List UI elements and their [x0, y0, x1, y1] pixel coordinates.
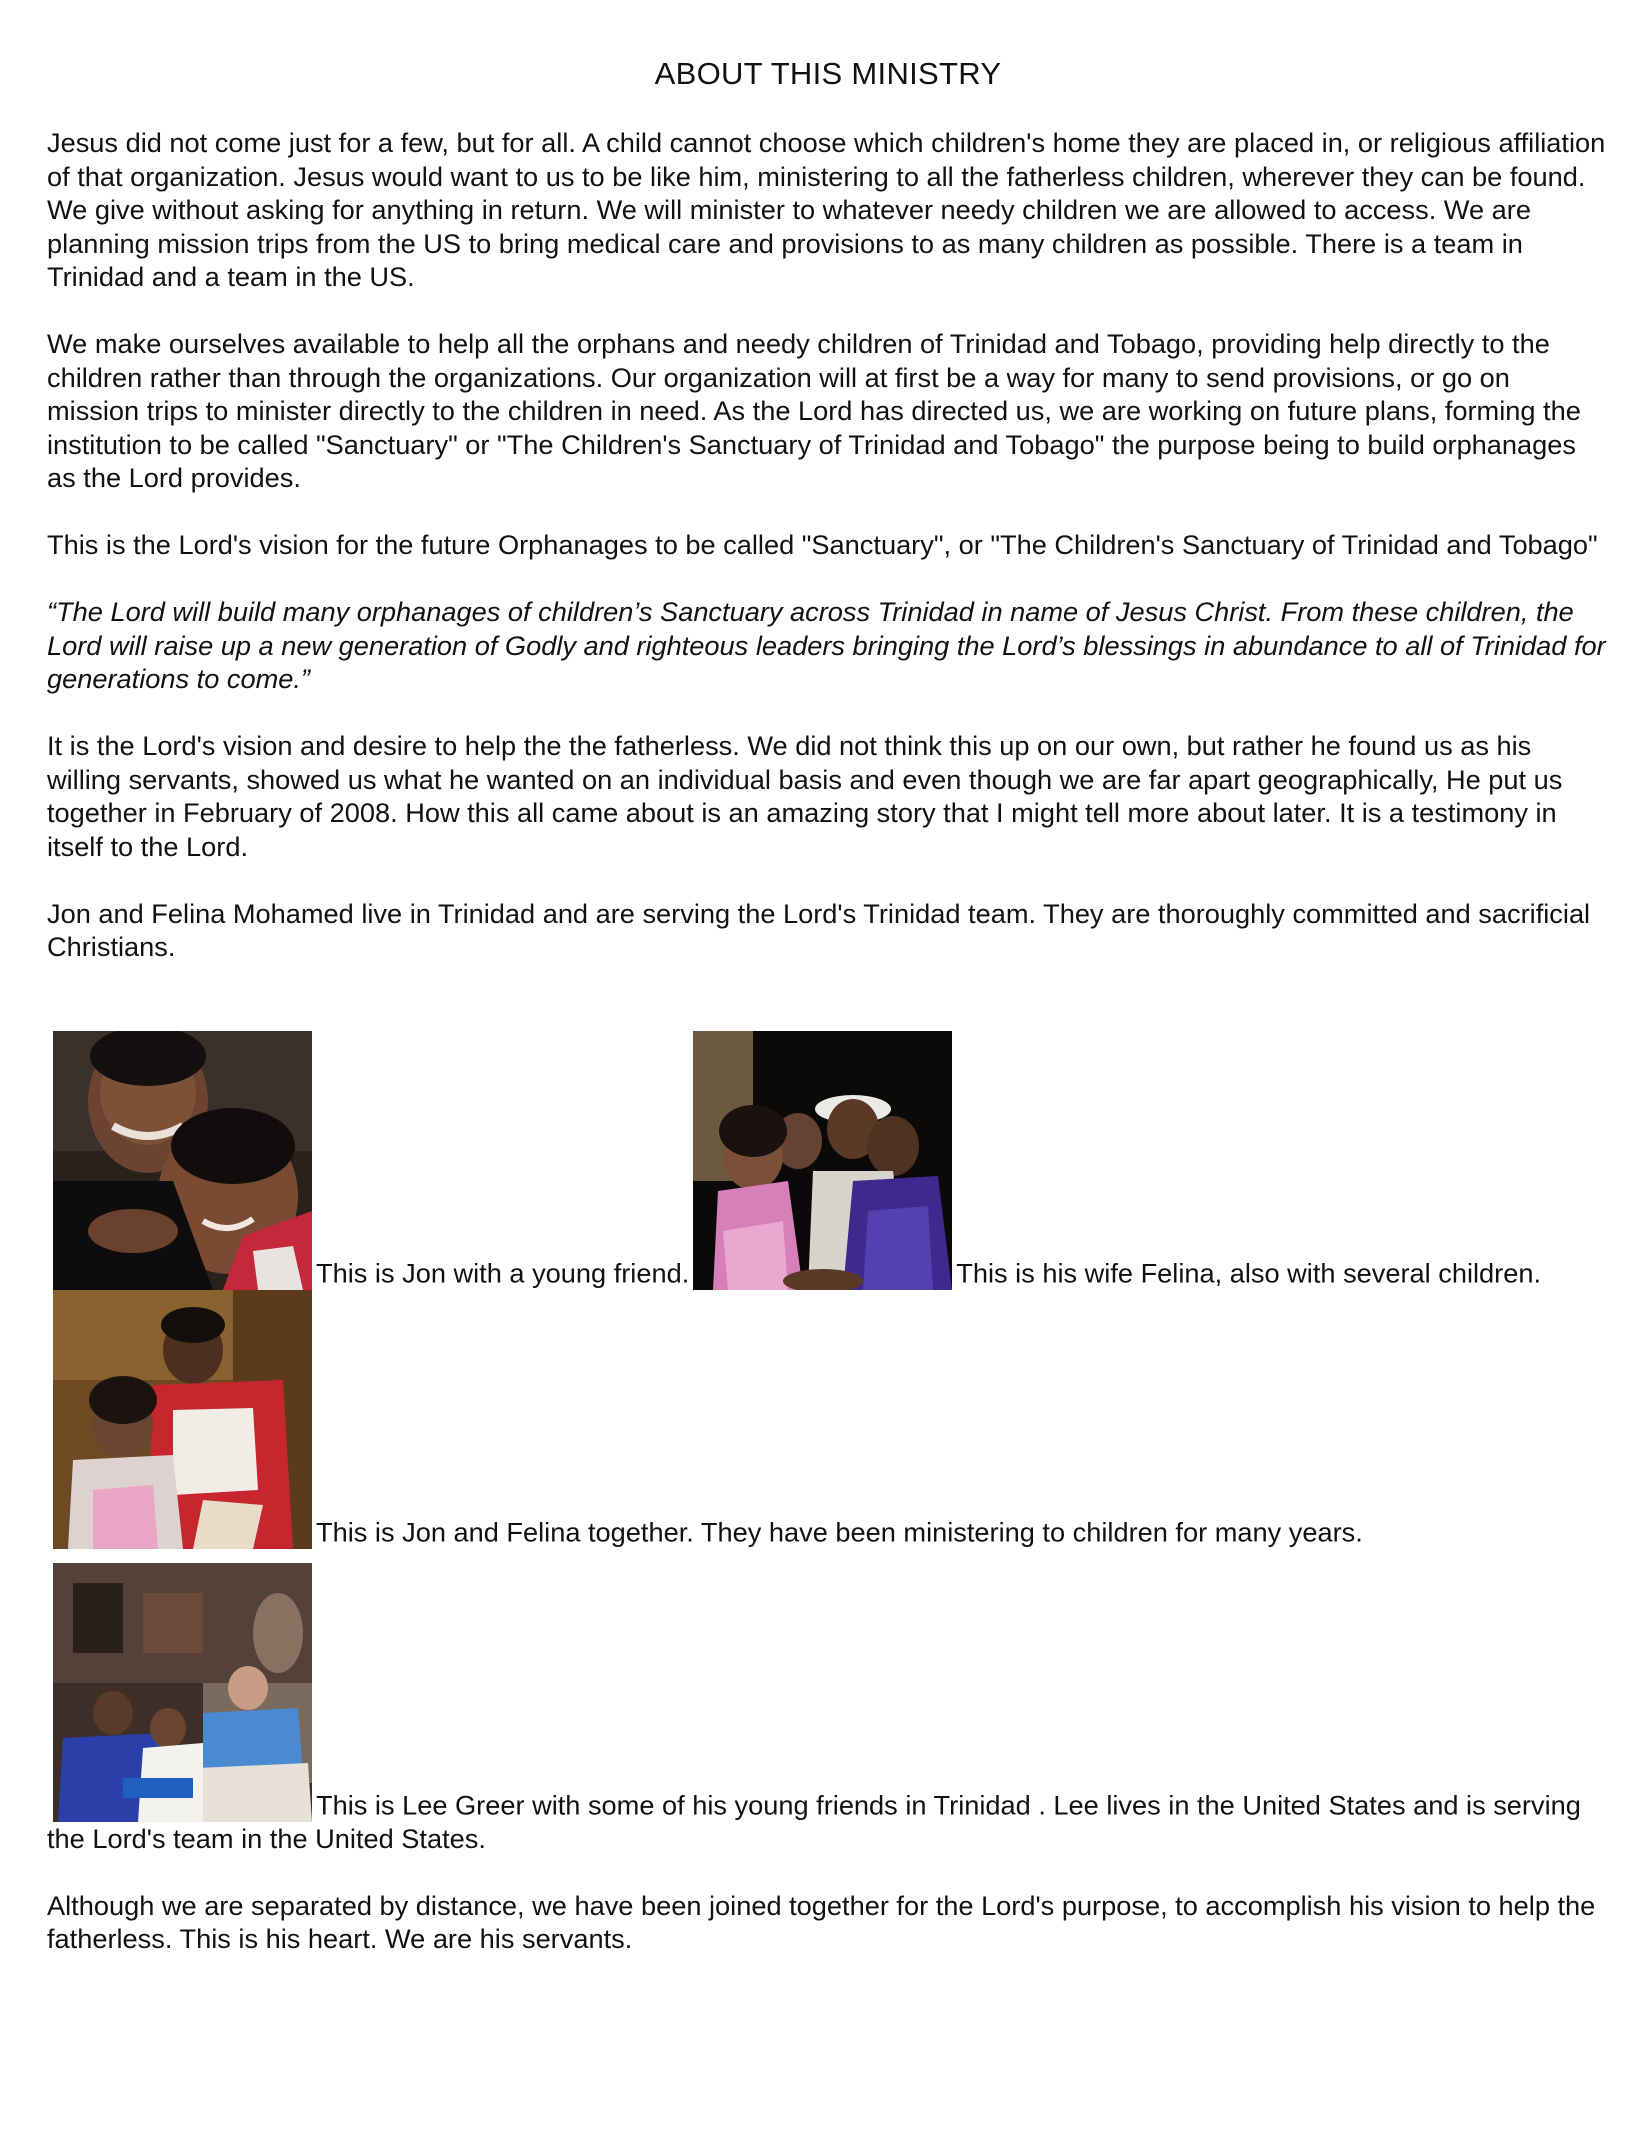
- photo-felina-with-children: [693, 1031, 952, 1290]
- spacer: [47, 1549, 1609, 1563]
- photo-section: [47, 1031, 1609, 1856]
- page-title: ABOUT THIS MINISTRY: [654, 56, 1002, 91]
- caption-felina: This is his wife Felina, also with several children.: [956, 1257, 1542, 1288]
- photo-row-lee: [47, 1563, 1609, 1856]
- caption-jon: This is Jon with a young friend.: [316, 1257, 690, 1288]
- paragraph-intro: Jesus did not come just for a few, but for all. A child cannot choose which children's home they are placed in, or religious affiliation of that organization. Jesus would want to us to be like him, ministering to all the fatherless children, wherever they can be found. We give without asking for anything in return. We will minister to whatever needy children we are allowed to access. We are planning mission trips from the US to bring medical care and provisions to as many children as possible. There is a team in Trinidad and a team in the US.: [47, 127, 1606, 292]
- vision-quote: “The Lord will build many orphanages of children’s Sanctuary across Trinidad in name of Jesus Christ. From these children, the Lord will raise up a new generation of Godly and righteous leaders bringing the Lord’s blessings in abundance to all of Trinidad for generations to come.”: [47, 596, 1606, 694]
- document-page: [47, 52, 1609, 1989]
- photo-row-jon-felina: [47, 1031, 1609, 1290]
- photo-jon-with-friend: [53, 1031, 312, 1290]
- paragraph-desire: It is the Lord's vision and desire to help the the fatherless. We did not think this up on our own, but rather he found us as his willing servants, showed us what he wanted on an individual basis and even though we are far apart geographically, He put us together in February of 2008. How this all came about is an amazing story that I might tell more about later. It is a testimony in itself to the Lord.: [47, 730, 1563, 862]
- paragraph-jon-felina: Jon and Felina Mohamed live in Trinidad and are serving the Lord's Trinidad team. They are thoroughly committed and sacrificial Christians.: [47, 897, 1591, 962]
- photo-row-together: [47, 1290, 1609, 1549]
- caption-together: This is Jon and Felina together. They have been ministering to children for many years.: [316, 1516, 1363, 1547]
- photo-jon-and-felina-together: [53, 1290, 312, 1549]
- paragraph-availability: We make ourselves available to help all the orphans and needy children of Trinidad and Tobago, providing help directly to the children rather than through the organizations. Our organization will at first be a way for many to send provisions, or go on mission trips to minister directly to the children in need. As the Lord has directed us, we are working on future plans, forming the institution to be called "Sanctuary" or "The Children's Sanctuary of Trinidad and Tobago" the purpose being to build orphanages as the Lord provides.: [47, 328, 1581, 493]
- photo-lee-greer-with-friends: [53, 1563, 312, 1822]
- caption-lee: This is Lee Greer with some of his young friends in Trinidad . Lee lives in the United States and is serving the Lord's team in the United States.: [47, 1789, 1581, 1854]
- paragraph-vision-intro: This is the Lord's vision for the future Orphanages to be called "Sanctuary", or "The Children's Sanctuary of Trinidad and Tobago": [47, 529, 1598, 560]
- paragraph-closing: Although we are separated by distance, we have been joined together for the Lord's purpose, to accomplish his vision to help the fatherless. This is his heart. We are his servants.: [47, 1889, 1596, 1954]
